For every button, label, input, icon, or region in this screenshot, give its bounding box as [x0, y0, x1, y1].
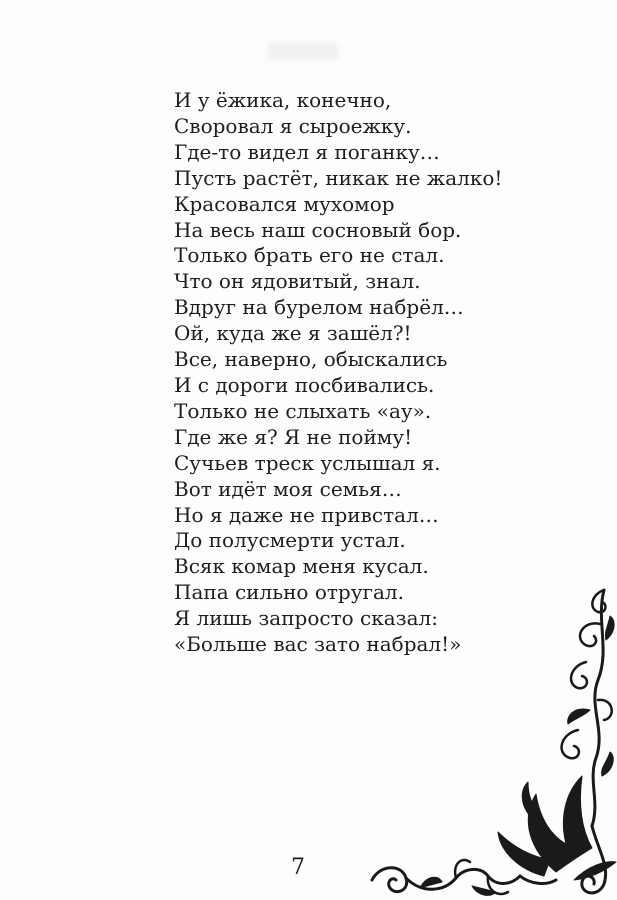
- poem-line: И с дороги посбивались.: [174, 372, 435, 397]
- poem-line: Где же я? Я не пойму!: [174, 424, 413, 449]
- poem-line: Только брать его не стал.: [174, 243, 445, 268]
- page-number: 7: [291, 855, 305, 880]
- poem-line: Но я даже не привстал…: [174, 502, 439, 527]
- poem-text: [174, 88, 502, 658]
- poem-line: Ой, куда же я зашёл?!: [174, 321, 412, 346]
- faded-show-through-mark: [268, 42, 338, 60]
- poem-line: На весь наш сосновый бор.: [174, 217, 462, 242]
- poem-line: Вдруг на бурелом набрёл…: [174, 295, 464, 320]
- poem-line: Пусть растёт, никак не жалко!: [174, 165, 503, 190]
- poem-line: Сучьев треск услышал я.: [174, 450, 441, 475]
- poem-line: Всяк комар меня кусал.: [174, 554, 429, 579]
- poem-line: Вот идёт моя семья…: [174, 476, 402, 501]
- poem-line: Я лишь запросто сказал:: [174, 606, 438, 631]
- poem-line: Все, наверно, обыскались: [174, 347, 448, 372]
- poem-line: Своровал я сыроежку.: [174, 113, 412, 138]
- poem-line: Папа сильно отругал.: [174, 580, 404, 605]
- poem-line: Что он ядовитый, знал.: [174, 269, 421, 294]
- poem-line: «Больше вас зато набрал!»: [174, 632, 462, 657]
- poem-line: И у ёжика, конечно,: [174, 88, 392, 112]
- poem-line: Только не слыхать «ау».: [174, 398, 432, 423]
- floral-corner-ornament-icon: [360, 580, 617, 900]
- poem-line: Красовался мухомор: [174, 191, 395, 216]
- poem-line: До полусмерти устал.: [174, 528, 406, 553]
- poem-line: Где-то видел я поганку…: [174, 139, 440, 164]
